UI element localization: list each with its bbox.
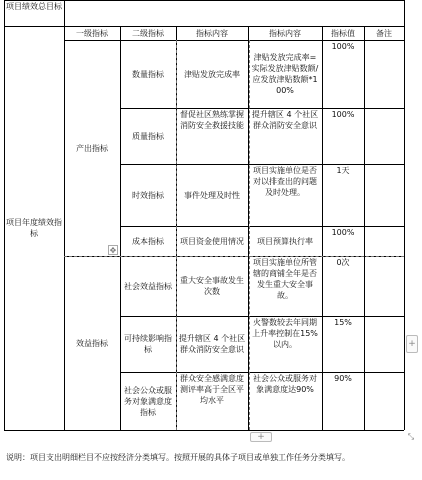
content2-cell: 项目实施单位所管辖的商铺全年是否发生重大安全事故。 [253,258,317,300]
value-cell: 1天 [336,166,350,175]
level2-cell: 社会公众或服务对象满意度指标 [124,385,172,417]
remark-cell[interactable] [364,316,404,372]
content2-cell: 火警数较去年同期上升率控制在15%以内。 [252,318,318,349]
content1-cell: 事件处理及时性 [184,190,240,200]
header-content-2: 指标内容 [269,28,301,38]
header-value: 指标值 [331,28,355,38]
table-line [64,430,404,431]
content1-cell: 群众安全感满意度测评率高于全区平均水平 [180,374,244,405]
level2-cell: 质量指标 [132,131,164,141]
resize-handle-icon[interactable]: ⤡ [407,432,415,441]
content2-cell: 项目预算执行率 [257,236,313,246]
level1-benefit: 效益指标 [76,338,108,348]
header-remark: 备注 [376,28,392,38]
content1-cell: 提升辖区 4 个社区群众消防安全意识 [178,334,246,354]
level2-cell: 时效指标 [132,190,164,200]
content1-cell: 重大安全事故发生次数 [180,276,244,296]
header-level2: 二级指标 [132,28,164,38]
value-cell: 90% [334,374,352,383]
level2-cell: 成本指标 [132,236,164,246]
level1-output: 产出指标 [76,143,108,153]
footnote: 说明：项目支出明细栏目不应按经济分类填写。按照开展的具体子项目或单独工作任务分类填写。 [6,453,350,462]
remark-cell[interactable] [364,108,404,164]
add-column-button[interactable]: + [406,335,418,353]
content2-cell: 项目实施单位是否对以排查出的问题及时处理。 [253,166,317,197]
content2-cell: 社会公众或服务对象满意度达90% [253,374,317,394]
header-level1: 一级指标 [76,28,108,38]
remark-cell[interactable] [364,226,404,256]
remark-cell[interactable] [364,372,404,430]
total-goal-value[interactable] [64,0,404,26]
content1-cell: 津贴发放完成率 [184,69,240,79]
content1-cell: 项目资金使用情况 [180,236,244,246]
add-row-button[interactable]: + [250,432,272,442]
value-cell: 100% [331,42,355,51]
table-line [404,0,405,430]
value-cell: 100% [331,228,355,237]
value-cell: 15% [334,318,352,327]
table-line [4,430,66,431]
content2-cell: 津贴发放完成率=实际发放津贴数额/应发放津贴数额*100% [251,53,319,95]
header-content-1: 指标内容 [196,28,228,38]
level2-cell: 社会效益指标 [124,281,172,291]
value-cell: 100% [331,110,355,119]
level2-cell: 数量指标 [132,69,164,79]
content2-cell: 提升辖区 4 个社区群众消防安全意识 [251,110,319,130]
level2-cell: 可持续影响指标 [124,334,172,354]
remark-cell[interactable] [364,164,404,226]
remark-cell[interactable] [364,256,404,316]
value-cell: 0次 [336,258,350,267]
total-goal-label: 项目绩效总目标 [6,2,62,11]
content1-cell: 督促社区熟练掌握消防安全救援技能 [180,110,244,130]
annual-indicator-label: 项目年度绩效指标 [6,218,62,238]
remark-cell[interactable] [364,40,404,108]
move-handle-icon[interactable]: ✥ [109,246,117,255]
